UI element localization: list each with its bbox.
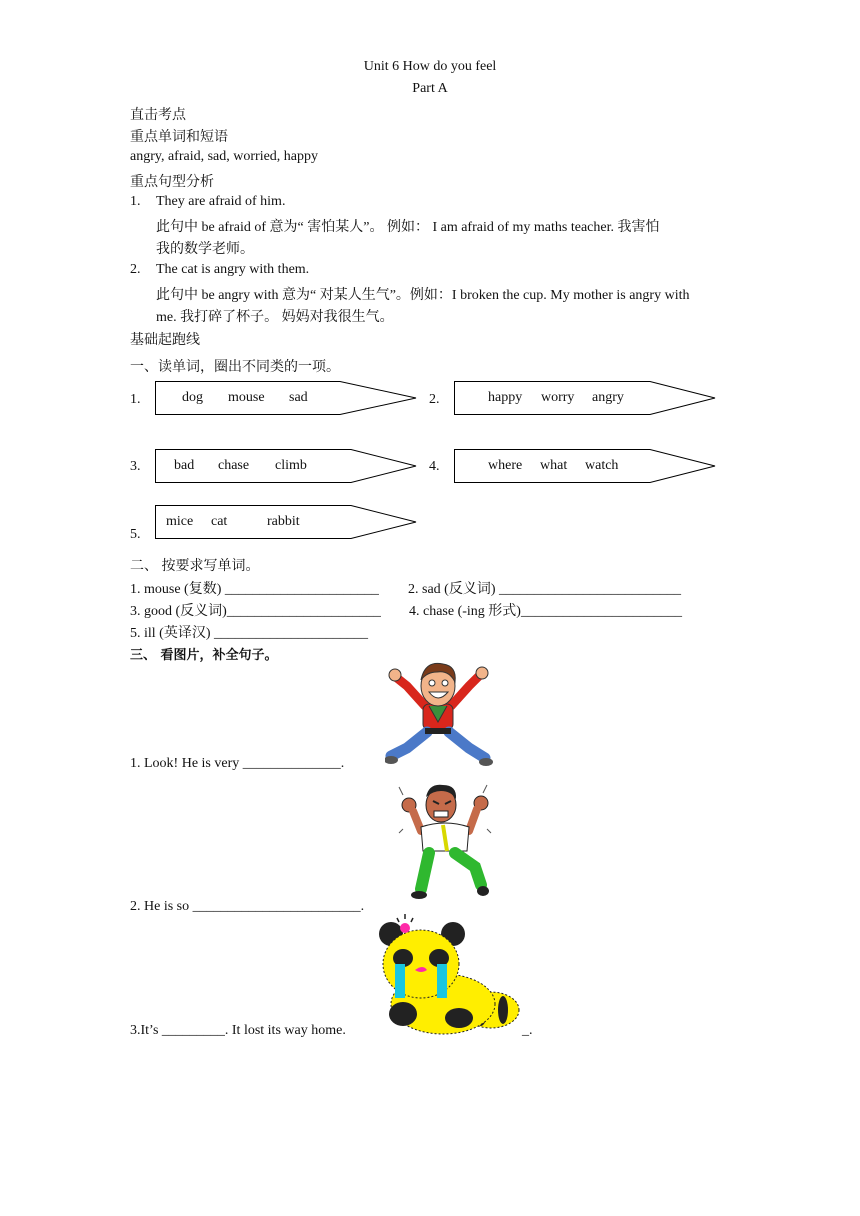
word-box	[155, 449, 417, 483]
word[interactable]: sad	[289, 390, 308, 405]
word[interactable]: rabbit	[267, 514, 300, 529]
word[interactable]: where	[488, 458, 523, 473]
word[interactable]: happy	[488, 390, 523, 405]
word[interactable]: what	[540, 458, 568, 473]
word-box	[454, 381, 716, 415]
sentence-note: me. 我打碎了杯子。 妈妈对我很生气。	[156, 310, 394, 325]
item-number: 1.	[130, 392, 141, 407]
item-number: 2.	[429, 392, 440, 407]
exercise-line: 4. chase (-ing 形式)_______________________	[409, 604, 682, 619]
exercise-line: 3. good (反义词)______________________	[130, 604, 381, 619]
exercise-line: 1. mouse (复数) ______________________	[130, 582, 379, 597]
exercise-line: 5. ill (英译汉) ______________________	[130, 626, 368, 641]
item-number: 3.	[130, 459, 141, 474]
trailing-blank: _.	[522, 1023, 533, 1038]
word-box	[454, 449, 716, 483]
word[interactable]: chase	[218, 458, 250, 473]
word[interactable]: dog	[182, 390, 203, 405]
sentence-number: 1.	[130, 194, 141, 209]
page-subtitle: Part A	[412, 81, 448, 96]
word[interactable]: angry	[592, 390, 624, 405]
word-box	[155, 381, 417, 415]
angry-man-illustration	[395, 773, 495, 903]
word[interactable]: watch	[585, 458, 619, 473]
sentence-text: The cat is angry with them.	[156, 262, 310, 277]
part3-heading: 三、 看图片，补全句子。	[130, 648, 278, 663]
sentence-note: 此句中 be afraid of 意为“ 害怕某人”。 例如： I am afraid of my maths teacher. 我害怕	[156, 220, 660, 235]
sentence-heading: 重点句型分析	[130, 175, 214, 190]
vocab-list: angry, afraid, sad, worried, happy	[130, 149, 319, 164]
vocab-heading: 重点单词和短语	[130, 130, 228, 145]
word-box	[155, 505, 417, 539]
section-focus-heading: 直击考点	[130, 108, 186, 123]
item-number: 5.	[130, 527, 141, 542]
basics-heading: 基础起跑线	[130, 333, 200, 348]
part2-heading: 二、 按要求写单词。	[130, 559, 260, 574]
picture-sentence: 1. Look! He is very ______________.	[130, 756, 345, 771]
word[interactable]: worry	[541, 390, 575, 405]
word[interactable]: cat	[211, 514, 228, 529]
sentence-number: 2.	[130, 262, 141, 277]
picture-sentence: 3.It’s _________. It lost its way home.	[130, 1023, 346, 1038]
word[interactable]: mice	[166, 514, 194, 529]
sentence-note: 此句中 be angry with 意为“ 对某人生气”。例如：I broken the cup. My mother is angry with	[156, 288, 690, 303]
picture-sentence: 2. He is so ________________________.	[130, 899, 365, 914]
word[interactable]: bad	[174, 458, 195, 473]
happy-boy-illustration	[385, 658, 493, 770]
page-title: Unit 6 How do you feel	[363, 59, 497, 74]
item-number: 4.	[429, 459, 440, 474]
exercise-line: 2. sad (反义词) __________________________	[408, 582, 681, 597]
word[interactable]: mouse	[228, 390, 265, 405]
crying-panda-illustration	[373, 914, 523, 1042]
sentence-note: 我的数学老师。	[156, 242, 254, 257]
word[interactable]: climb	[275, 458, 307, 473]
sentence-text: They are afraid of him.	[156, 194, 286, 209]
part1-heading: 一、读单词，圈出不同类的一项。	[130, 360, 340, 375]
